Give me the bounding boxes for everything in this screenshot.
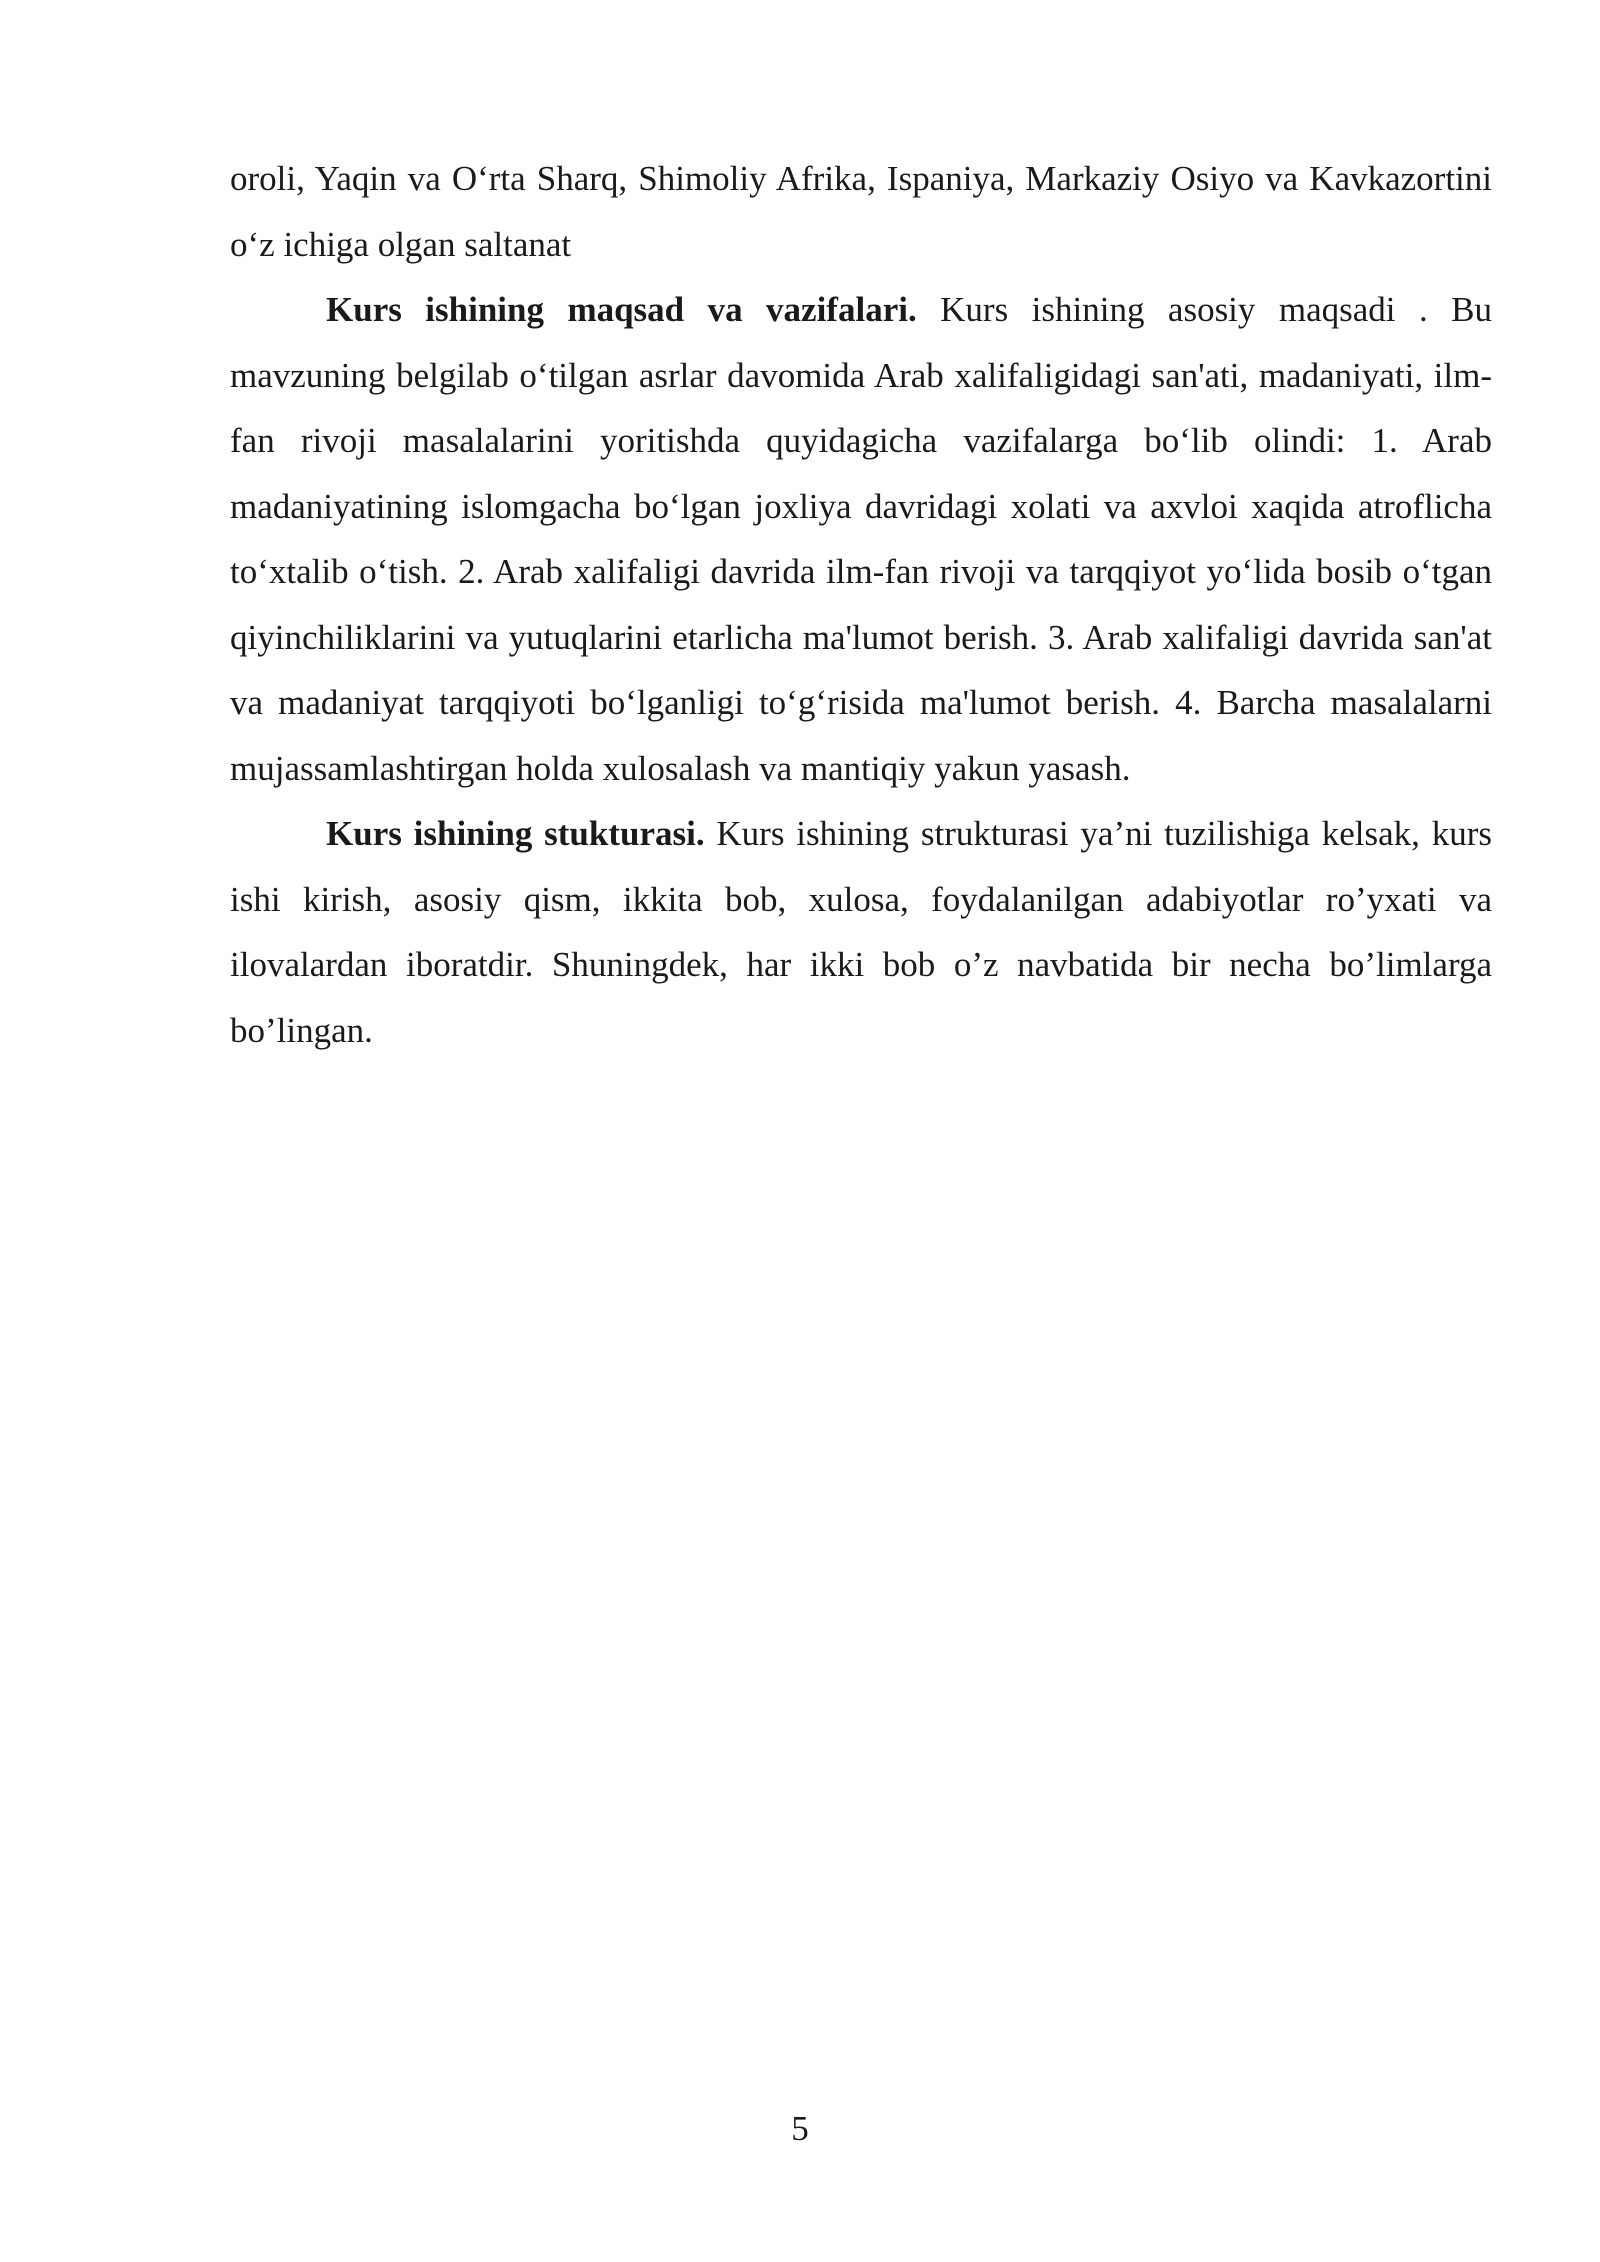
goals-heading: Kurs ishining maqsad va vazifalari.: [326, 290, 917, 329]
body-text: [230, 146, 1492, 1063]
goals-text: Kurs ishining asosiy maqsadi . Bu mavzuning belgilab o‘tilgan asrlar davomida Arab xalifaligidagi san'ati, madaniyati, ilm-fan rivoji masalalarini yoritishda quyidagicha vazifalarga bo‘lib olindi: 1. Arab madaniyatining islomgacha bo‘lgan joxliya davridagi xolati va axvloi xaqida atroflicha to‘xtalib o‘tish. 2. Arab xalifaligi davrida ilm-fan rivoji va tarqqiyot yo‘lida bosib o‘tgan qiyinchiliklarini va yutuqlarini etarlicha ma'lumot berish. 3. Arab xalifaligi davrida san'at va madaniyat tarqqiyoti bo‘lganligi to‘g‘risida ma'lumot berish. 4. Barcha masalalarni mujassamlashtirgan holda xulosalash va mantiqiy yakun yasash.: [230, 290, 1492, 788]
page-number: 5: [791, 2109, 809, 2148]
goals-paragraph: [230, 277, 1492, 801]
structure-text: Kurs ishining strukturasi ya’ni tuzilishiga kelsak, kurs ishi kirish, asosiy qism, ikkita bob, xulosa, foydalanilgan adabiyotlar ro’yxati va ilovalardan iboratdir. Shuningdek, har ikki bob o’z navbatida bir necha bo’limlarga bo’lingan.: [230, 814, 1492, 1050]
structure-heading: Kurs ishining stukturasi.: [326, 814, 705, 853]
structure-paragraph: [230, 801, 1492, 1063]
continuation-paragraph: oroli, Yaqin va O‘rta Sharq, Shimoliy Afrika, Ispaniya, Markaziy Osiyo va Kavkazortini o‘z ichiga olgan saltanat: [230, 159, 1492, 264]
